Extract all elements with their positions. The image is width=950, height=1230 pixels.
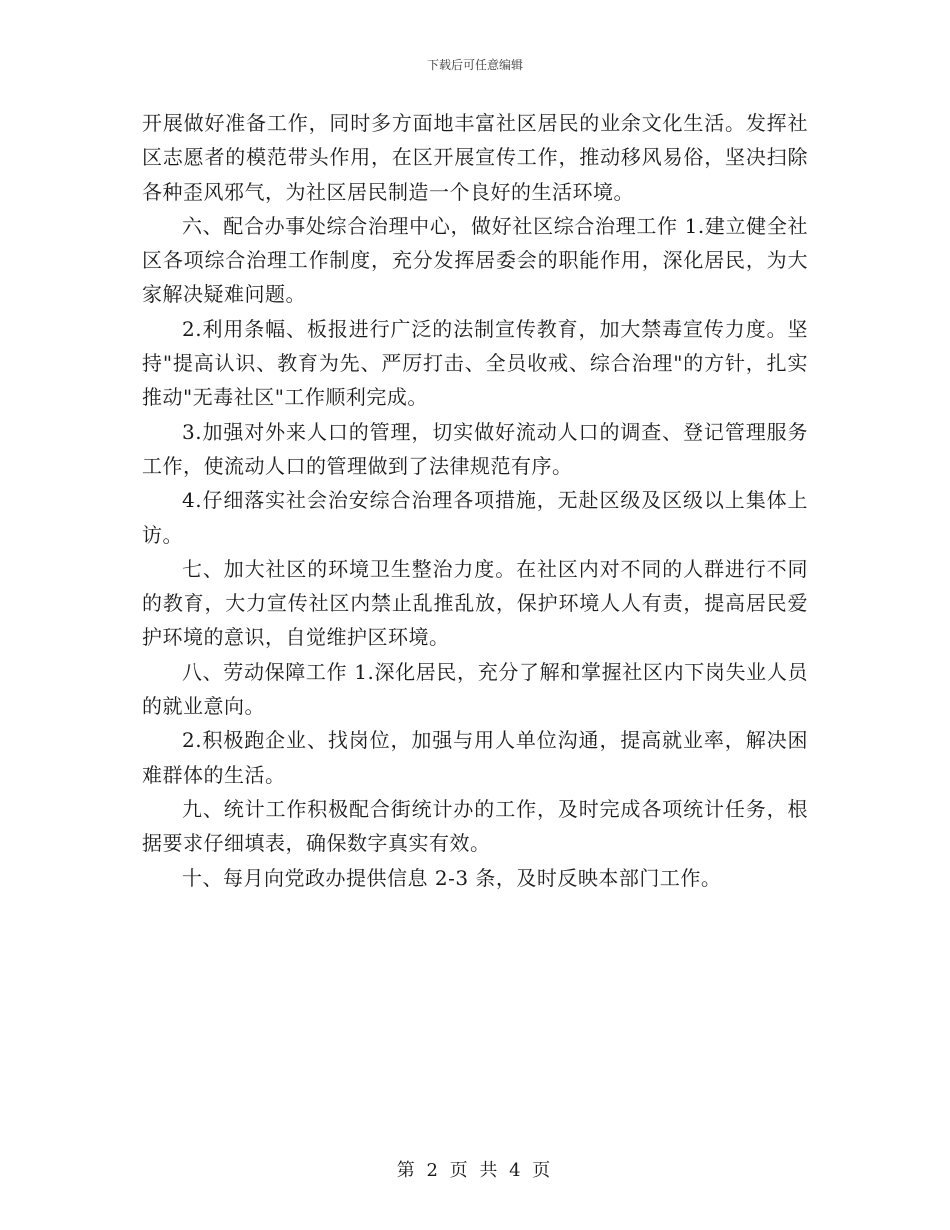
- paragraph-item-3: 3.加强对外来人口的管理，切实做好流动人口的调查、登记管理服务工作，使流动人口的管理做到了法律规范有序。: [142, 419, 808, 478]
- paragraph-section-8-item-2: 2.积极跑企业、找岗位，加强与用人单位沟通，提高就业率，解决困难群体的生活。: [142, 728, 808, 787]
- paragraph-section-10: 十、每月向党政办提供信息 2-3 条，及时反映本部门工作。: [182, 865, 722, 890]
- paragraph-section-9: 九、统计工作积极配合街统计办的工作，及时完成各项统计任务，根据要求仔细填表，确保数字真实有效。: [142, 796, 808, 856]
- paragraph-section-7: 七、加大社区的环境卫生整治力度。在社区内对不同的人群进行不同的教育，大力宣传社区内禁止乱推乱放，保护环境人人有责，提高居民爱护环境的意识，自觉维护区环境。: [142, 556, 808, 650]
- paragraph-section-6: 六、配合办事处综合治理中心，做好社区综合治理工作 1.建立健全社区各项综合治理工作制度，充分发挥居委会的职能作用，深化居民，为大家解决疑难问题。: [142, 213, 808, 307]
- paragraph-continuation: 开展做好准备工作，同时多方面地丰富社区居民的业余文化生活。发挥社区志愿者的模范带头作用，在区开展宣传工作，推动移风易俗，坚决扫除各种歪风邪气，为社区居民制造一个良好的生活环境。: [142, 111, 808, 204]
- paragraph-item-4: 4.仔细落实社会治安综合治理各项措施，无赴区级及区级以上集体上访。: [142, 488, 808, 547]
- paragraph-item-2: 2.利用条幅、板报进行广泛的法制宣传教育，加大禁毒宣传力度。坚持"提高认识、教育为先、严厉打击、全员收戒、综合治理"的方针，扎实推动"无毒社区"工作顺利完成。: [142, 316, 808, 410]
- document-body: [142, 106, 808, 895]
- page-number: 第 2 页 共 4 页: [396, 1160, 554, 1181]
- page-header: 下载后可任意编辑: [426, 58, 523, 72]
- paragraph-section-8: 八、劳动保障工作 1.深化居民，充分了解和掌握社区内下岗失业人员的就业意向。: [142, 659, 808, 719]
